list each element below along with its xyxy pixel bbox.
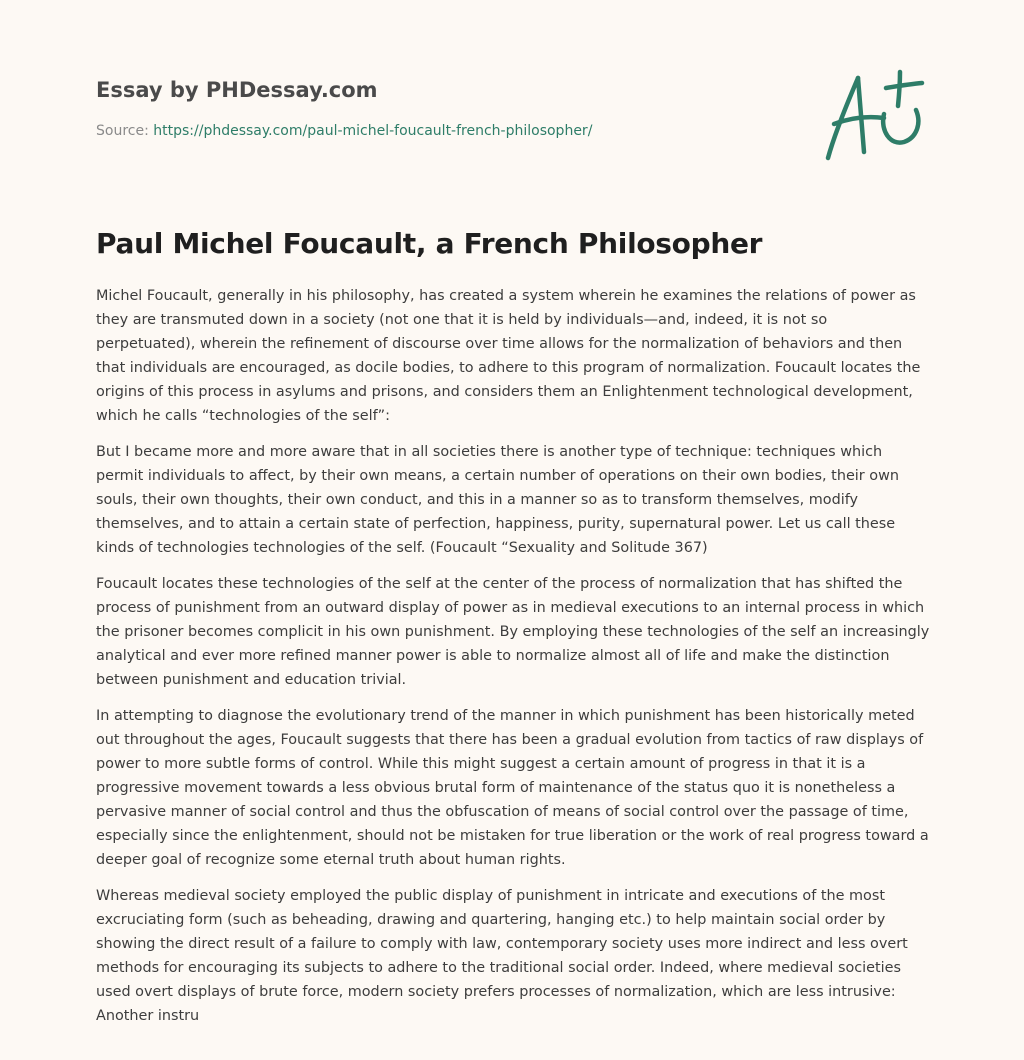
site-brand: Essay by PHDessay.com: [96, 78, 378, 102]
paragraph: Michel Foucault, generally in his philosophy, has created a system wherein he examines the relations of power as they are transmuted down in a society (not one that it is held by individuals—and, indeed, it is not so perpetuated), wherein the refinement of discourse over time allows for the normalization of behaviors and then that individuals are encouraged, as docile bodies, to adhere to this program of normalization. Foucault locates the origins of this process in asylums and prisons, and considers them an Enlightenment technological development, which he calls “technologies of the self”:: [96, 288, 921, 424]
a-plus-logo: [820, 66, 930, 166]
paragraph: In attempting to diagnose the evolutionary trend of the manner in which punishment has been historically meted out throughout the ages, Foucault suggests that there has been a gradual evolution from tactics of raw displays of power to more subtle forms of control. While this might suggest a certain amount of progress in that it is a progressive movement towards a less obvious brutal form of maintenance of the status quo it is nonetheless a pervasive manner of social control and thus the obfuscation of means of social control over the passage of time, especially since the enlightenment, should not be mistaken for true liberation or the work of real progress toward a deeper goal of recognize some eternal truth about human rights.: [96, 708, 929, 868]
paragraph: Whereas medieval society employed the public display of punishment in intricate and executions of the most excruciating form (such as beheading, drawing and quartering, hanging etc.) to help maintain social order by showing the direct result of a failure to comply with law, contemporary society uses more indirect and less overt methods for encouraging its subjects to adhere to the traditional social order. Indeed, where medieval societies used overt displays of brute force, modern society prefers processes of normalization, which are less intrusive: Another instru: [96, 888, 908, 1024]
essay-header: [96, 76, 796, 141]
source-line: [96, 121, 796, 141]
source-label: Source:: [96, 123, 154, 139]
block-quote: But I became more and more aware that in all societies there is another type of technique: techniques which permit individuals to affect, by their own means, a certain number of operations on their own bodies, their own souls, their own thoughts, their own conduct, and this in a manner so as to transform themselves, modify themselves, and to attain a certain state of perfection, happiness, purity, supernatural power. Let us call these kinds of technologies technologies of the self. (Foucault “Sexuality and Solitude 367): [96, 444, 899, 556]
essay-body: [96, 284, 930, 1044]
paragraph: Foucault locates these technologies of the self at the center of the process of normalization that has shifted the process of punishment from an outward display of power as in medieval executions to an internal process in which the prisoner becomes complicit in his own punishment. By employing these technologies of the self an increasingly analytical and ever more refined manner power is able to normalize almost all of life and make the distinction between punishment and education trivial.: [96, 576, 930, 688]
source-link[interactable]: https://phdessay.com/paul-michel-foucault-french-philosopher/: [153, 123, 593, 139]
essay-title: Paul Michel Foucault, a French Philosopher: [96, 227, 763, 260]
